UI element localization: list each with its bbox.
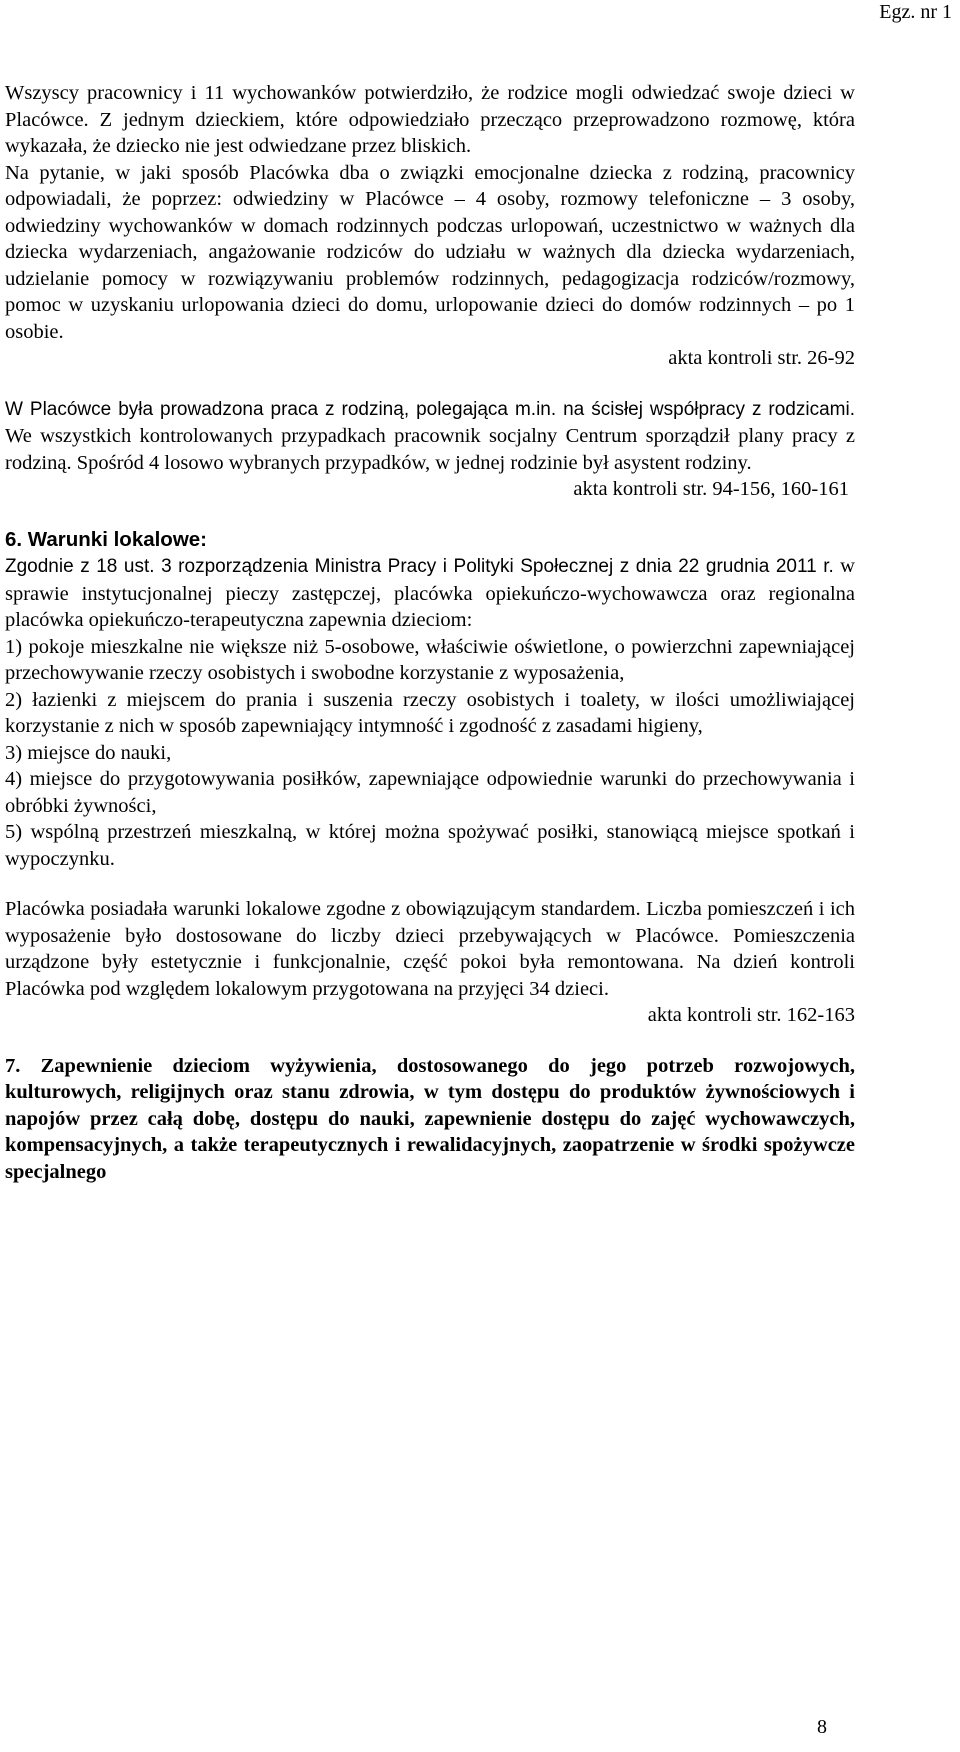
reference-note: akta kontroli str. 26-92 [668, 347, 855, 369]
page-number: 8 [817, 1716, 827, 1738]
paragraph-emotional-bonds: Na pytanie, w jaki sposób Placówka dba o związki emocjonalne dziecka z rodziną, pracownicy odpowiadali, że poprzez: odwiedziny w Placówce – 4 osoby, rozmowy telefoniczne – 3 osoby, odwiedziny wychowanków w domach rodzinnych podczas urlopowań, uczestnictwo w ważnych dla dziecka wydarzeniach, angażowanie rodziców do udziału w ważnych dla dziecka wydarzeniach, udzielanie pomocy w rozwiązywaniu problemów rodzinnych, pedagogizacja rodziców/rozmowy, pomoc w uzyskaniu urlopowania dzieci do domu, urlopowanie dzieci do domów rodzinnych – po 1 osobie. [5, 161, 855, 343]
list-item: 3) miejsce do nauki, [5, 741, 172, 764]
document-body [5, 80, 855, 1185]
paragraph-visits-confirmation: Wszyscy pracownicy i 11 wychowanków potwierdziło, że rodzice mogli odwiedzać swoje dzieci w Placówce. Z jednym dzieckiem, które odpowiedziało przecząco przeprowadzono rozmowę, która wykazała, że dziecko nie jest odwiedzane przez bliskich. [5, 82, 855, 157]
list-item: 1) pokoje mieszkalne nie większe niż 5-osobowe, właściwie oświetlone, o powierzchni zapewniającej przechowywanie rzeczy osobistych i swobodne korzystanie z wyposażenia, [5, 635, 855, 684]
list-item: 4) miejsce do przygotowywania posiłków, zapewniające odpowiednie warunki do przechowywania i obróbki żywności, [5, 768, 855, 817]
list-item: 2) łazienki z miejscem do prania i suszenia rzeczy osobistych i toalety, w ilości umożliwiającej korzystanie z nich w sposób zapewniający intymność i zgodność z zasadami higieny, [5, 688, 855, 737]
section-title-nutrition: 7. Zapewnienie dzieciom wyżywienia, dostosowanego do jego potrzeb rozwojowych, kulturowych, religijnych oraz stanu zdrowia, w tym dostępu do produktów żywnościowych i napojów przez całą dobę, dostępu do nauki, zapewnienie dostępu do zajęć wychowawczych, kompensacyjnych, a także terapeutycznych i rewalidacyjnych, zaopatrzenie w środki spożywcze specjalnego [5, 1054, 855, 1183]
regulation-serif-text: w sprawie instytucjonalnej pieczy zastępczej, placówka opiekuńczo-wychowawcza oraz regionalna placówka opiekuńczo-terapeutyczna zapewnia dzieciom: [5, 555, 855, 631]
paragraph-regulation [5, 553, 855, 634]
reference-note: akta kontroli str. 94-156, 160-161 [573, 478, 849, 500]
paragraph-family-work [5, 396, 855, 477]
copy-number-label: Egz. nr 1 [879, 1, 952, 23]
regulation-sans-text: Zgodnie z 18 ust. 3 rozporządzenia Ministra Pracy i Polityki Społecznej z dnia 22 grudnia 2011 r. [5, 556, 834, 577]
list-item: 5) wspólną przestrzeń mieszkalną, w której można spożywać posiłki, stanowiącą miejsce spotkań i wypoczynku. [5, 821, 855, 870]
section-title-housing: 6. Warunki lokalowe: [5, 527, 208, 551]
paragraph-housing-conditions: Placówka posiadała warunki lokalowe zgodne z obowiązującym standardem. Liczba pomieszczeń i ich wyposażenie było dostosowane do liczby dzieci przebywających w Placówce. Pomieszczenia urządzone były estetycznie i funkcjonalnie, część pokoi była remontowana. Na dzień kontroli Placówka pod względem lokalowym przygotowana na przyjęci 34 dzieci. [5, 898, 855, 1000]
reference-note: akta kontroli str. 162-163 [647, 1004, 855, 1026]
family-work-sans-text: W Placówce była prowadzona praca z rodziną, polegająca m.in. na ścisłej współpracy z rodzicami. [5, 398, 855, 420]
family-work-serif-text: We wszystkich kontrolowanych przypadkach pracownik socjalny Centrum sporządził plany pracy z rodziną. Spośród 4 losowo wybranych przypadków, w jednej rodzinie był asystent rodziny. [5, 425, 855, 474]
